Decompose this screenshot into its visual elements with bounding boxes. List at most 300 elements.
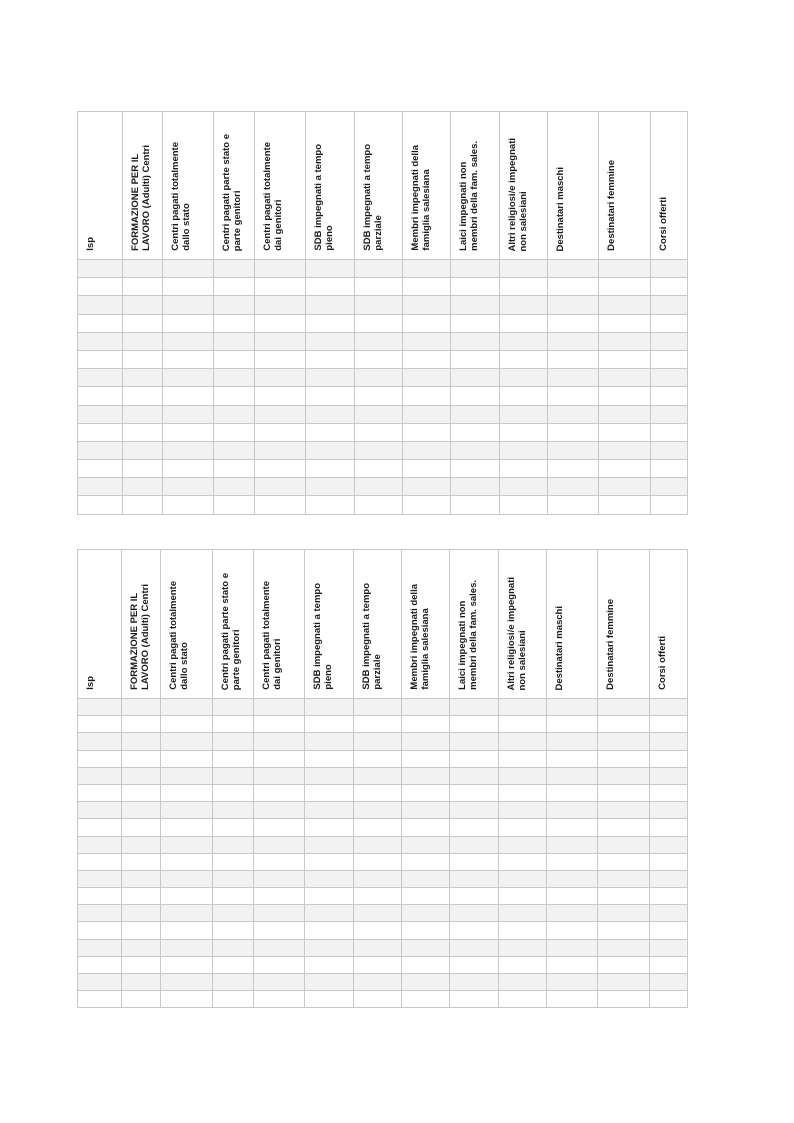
table-cell: [403, 369, 451, 387]
table-row: [78, 784, 688, 801]
table-cell: [451, 332, 500, 350]
table-cell: [650, 699, 688, 716]
table-cell: [500, 441, 548, 459]
table-cell: [402, 836, 450, 853]
table-cell: [499, 836, 547, 853]
table-cell: [354, 750, 402, 767]
table-cell: [547, 750, 598, 767]
table-cell: [255, 423, 306, 441]
table-row: [78, 314, 688, 332]
table-cell: [255, 369, 306, 387]
table-cell: [450, 922, 499, 939]
column-header-label: Isp: [85, 676, 96, 690]
table-cell: [548, 441, 599, 459]
table-cell: [403, 314, 451, 332]
table-cell: [547, 922, 598, 939]
table-cell: [78, 478, 123, 496]
table-cell: [78, 332, 123, 350]
column-header-label: Membri impegnati della famiglia salesiana: [409, 584, 431, 690]
table-cell: [598, 784, 650, 801]
table-cell: [450, 939, 499, 956]
table-cell: [78, 750, 122, 767]
table-cell: [254, 974, 305, 991]
table-cell: [163, 369, 214, 387]
table-cell: [254, 888, 305, 905]
table-cell: [213, 750, 254, 767]
table-cell: [354, 939, 402, 956]
column-header: [403, 112, 451, 260]
table-cell: [161, 784, 213, 801]
table-cell: [78, 699, 122, 716]
table-cell: [548, 369, 599, 387]
table-cell: [305, 802, 354, 819]
table-cell: [122, 870, 161, 887]
table-cell: [214, 478, 255, 496]
column-header: [500, 112, 548, 260]
table-cell: [354, 991, 402, 1008]
table-cell: [651, 441, 688, 459]
table-cell: [305, 870, 354, 887]
table-cell: [500, 314, 548, 332]
table-cell: [548, 350, 599, 368]
table-cell: [255, 405, 306, 423]
table-cell: [78, 496, 123, 514]
table-cell: [306, 260, 355, 278]
table-cell: [598, 905, 650, 922]
table-cell: [163, 296, 214, 314]
table-cell: [214, 369, 255, 387]
table-cell: [547, 819, 598, 836]
table-cell: [403, 350, 451, 368]
table-cell: [354, 699, 402, 716]
table-cell: [122, 853, 161, 870]
table-cell: [650, 784, 688, 801]
column-header: [214, 112, 255, 260]
table-cell: [163, 314, 214, 332]
table-row: [78, 460, 688, 478]
column-header: [599, 112, 651, 260]
column-header-label: Destinatari femmine: [605, 599, 616, 690]
table-cell: [213, 922, 254, 939]
table-cell: [651, 260, 688, 278]
table-row: [78, 836, 688, 853]
column-header: [651, 112, 688, 260]
column-header: [451, 112, 500, 260]
table-cell: [306, 314, 355, 332]
table-cell: [306, 387, 355, 405]
table-cell: [499, 716, 547, 733]
table-cell: [450, 870, 499, 887]
table-cell: [500, 369, 548, 387]
table-cell: [305, 784, 354, 801]
table-row: [78, 260, 688, 278]
column-header: [305, 550, 354, 699]
table-cell: [213, 991, 254, 1008]
table-cell: [78, 888, 122, 905]
table-cell: [161, 836, 213, 853]
table-cell: [161, 870, 213, 887]
table-cell: [599, 441, 651, 459]
table-cell: [78, 369, 123, 387]
table-cell: [598, 991, 650, 1008]
column-header: [78, 112, 123, 260]
column-header-label: Laici impegnati non membri della fam. sales.: [457, 580, 479, 690]
table-cell: [451, 296, 500, 314]
table-cell: [548, 460, 599, 478]
table-cell: [547, 853, 598, 870]
table-cell: [355, 478, 403, 496]
table-row: [78, 905, 688, 922]
table-cell: [402, 699, 450, 716]
table-cell: [161, 819, 213, 836]
table-cell: [78, 802, 122, 819]
table-cell: [450, 750, 499, 767]
table-row: [78, 387, 688, 405]
table-cell: [306, 496, 355, 514]
header-row: [78, 550, 688, 699]
table-row: [78, 767, 688, 784]
table-cell: [500, 332, 548, 350]
table-cell: [123, 478, 163, 496]
table-cell: [213, 870, 254, 887]
column-header-label: Altri religiosi/e impegnati non salesiani: [507, 137, 529, 251]
table-cell: [548, 296, 599, 314]
table-row: [78, 888, 688, 905]
table-cell: [78, 460, 123, 478]
table-cell: [214, 314, 255, 332]
table-cell: [548, 405, 599, 423]
column-header: [355, 112, 403, 260]
table-cell: [451, 460, 500, 478]
table-cell: [650, 939, 688, 956]
table-cell: [402, 888, 450, 905]
table-cell: [355, 423, 403, 441]
table-cell: [499, 956, 547, 973]
table-cell: [163, 478, 214, 496]
column-header: [123, 112, 163, 260]
table-cell: [122, 939, 161, 956]
table-cell: [213, 767, 254, 784]
table-cell: [403, 332, 451, 350]
table-cell: [354, 733, 402, 750]
table-row: [78, 733, 688, 750]
table-cell: [599, 314, 651, 332]
data-table-2: [77, 549, 688, 1008]
table-cell: [254, 853, 305, 870]
table-cell: [161, 767, 213, 784]
column-header: [213, 550, 254, 699]
table-cell: [499, 991, 547, 1008]
table-cell: [547, 784, 598, 801]
table-cell: [214, 278, 255, 296]
table-cell: [163, 387, 214, 405]
table-cell: [355, 460, 403, 478]
column-header: [254, 550, 305, 699]
table-body: [78, 699, 688, 1008]
table-cell: [305, 956, 354, 973]
table-cell: [78, 870, 122, 887]
table-cell: [650, 750, 688, 767]
table-cell: [598, 922, 650, 939]
table-cell: [354, 767, 402, 784]
table-cell: [599, 405, 651, 423]
table-cell: [598, 699, 650, 716]
table-cell: [355, 496, 403, 514]
table-cell: [123, 369, 163, 387]
table-cell: [213, 905, 254, 922]
table-cell: [78, 423, 123, 441]
table-cell: [123, 296, 163, 314]
table-cell: [354, 956, 402, 973]
table-cell: [354, 905, 402, 922]
table-cell: [651, 369, 688, 387]
table-cell: [163, 405, 214, 423]
column-header-label: Corsi offerti: [658, 197, 669, 251]
table-cell: [161, 750, 213, 767]
table-cell: [163, 460, 214, 478]
table-cell: [651, 387, 688, 405]
table-cell: [213, 699, 254, 716]
table-cell: [547, 699, 598, 716]
table-cell: [403, 296, 451, 314]
table-cell: [598, 836, 650, 853]
table-cell: [254, 802, 305, 819]
table-cell: [599, 369, 651, 387]
table-cell: [355, 296, 403, 314]
table-cell: [402, 956, 450, 973]
table-cell: [306, 369, 355, 387]
table-cell: [254, 956, 305, 973]
table-cell: [213, 819, 254, 836]
table-cell: [451, 441, 500, 459]
table-cell: [499, 853, 547, 870]
table-cell: [255, 496, 306, 514]
table-cell: [355, 369, 403, 387]
table-row: [78, 853, 688, 870]
table-cell: [255, 278, 306, 296]
table-cell: [161, 991, 213, 1008]
table-cell: [78, 278, 123, 296]
table-cell: [451, 496, 500, 514]
table-cell: [306, 405, 355, 423]
table-cell: [123, 314, 163, 332]
table-cell: [255, 332, 306, 350]
table-cell: [305, 699, 354, 716]
table-cell: [598, 939, 650, 956]
table-cell: [254, 716, 305, 733]
table-cell: [650, 974, 688, 991]
column-header-label: Corsi offerti: [657, 636, 668, 690]
table-cell: [450, 733, 499, 750]
table-cell: [78, 260, 123, 278]
table-cell: [651, 405, 688, 423]
table-cell: [78, 405, 123, 423]
table-cell: [254, 819, 305, 836]
table-row: [78, 350, 688, 368]
table-cell: [255, 460, 306, 478]
table-cell: [355, 441, 403, 459]
table-cell: [355, 405, 403, 423]
table-cell: [123, 387, 163, 405]
table-cell: [599, 460, 651, 478]
column-header-label: Destinatari femmine: [606, 160, 617, 251]
table-cell: [254, 922, 305, 939]
table-cell: [651, 496, 688, 514]
table-cell: [500, 423, 548, 441]
table-cell: [598, 853, 650, 870]
table-cell: [122, 974, 161, 991]
table-cell: [499, 922, 547, 939]
table-cell: [651, 296, 688, 314]
table-cell: [122, 991, 161, 1008]
header-row: [78, 112, 688, 260]
table-cell: [213, 939, 254, 956]
table-cell: [451, 369, 500, 387]
column-header-label: Centri pagati parte stato e parte genitori: [221, 133, 243, 251]
table-cell: [161, 956, 213, 973]
column-header-label: Laici impegnati non membri della fam. sales.: [458, 141, 480, 251]
table-cell: [598, 870, 650, 887]
table-cell: [163, 496, 214, 514]
table-row: [78, 369, 688, 387]
table-cell: [402, 819, 450, 836]
table-row: [78, 496, 688, 514]
table-cell: [450, 767, 499, 784]
table-cell: [78, 905, 122, 922]
table-cell: [123, 405, 163, 423]
table-cell: [650, 870, 688, 887]
table-cell: [78, 956, 122, 973]
table-cell: [354, 974, 402, 991]
table-cell: [500, 350, 548, 368]
table-row: [78, 405, 688, 423]
table-cell: [123, 278, 163, 296]
table-cell: [402, 939, 450, 956]
table-cell: [163, 350, 214, 368]
table-cell: [306, 423, 355, 441]
table-cell: [598, 733, 650, 750]
table-cell: [163, 260, 214, 278]
table-cell: [500, 260, 548, 278]
table-cell: [213, 836, 254, 853]
table-cell: [354, 819, 402, 836]
table-cell: [499, 733, 547, 750]
table-cell: [402, 750, 450, 767]
table-cell: [548, 332, 599, 350]
table-cell: [123, 496, 163, 514]
column-header-label: Destinatari maschi: [554, 605, 565, 690]
column-header: [255, 112, 306, 260]
table-cell: [122, 888, 161, 905]
table-row: [78, 750, 688, 767]
table-cell: [499, 974, 547, 991]
column-header: [548, 112, 599, 260]
table-cell: [123, 441, 163, 459]
table-row: [78, 699, 688, 716]
table-cell: [402, 784, 450, 801]
table-cell: [306, 478, 355, 496]
table-cell: [78, 296, 123, 314]
column-header: [499, 550, 547, 699]
table-cell: [354, 853, 402, 870]
table-cell: [78, 784, 122, 801]
table-cell: [650, 905, 688, 922]
table-row: [78, 991, 688, 1008]
table-cell: [499, 888, 547, 905]
table-cell: [161, 922, 213, 939]
column-header-label: SDB impegnati a tempo parziale: [362, 144, 384, 251]
table-cell: [354, 784, 402, 801]
table-cell: [214, 441, 255, 459]
table-cell: [599, 332, 651, 350]
table-cell: [255, 478, 306, 496]
column-header-label: SDB impegnati a tempo pieno: [312, 583, 334, 690]
table-cell: [500, 460, 548, 478]
table-cell: [163, 332, 214, 350]
table-cell: [161, 802, 213, 819]
table-cell: [214, 332, 255, 350]
table-cell: [403, 496, 451, 514]
table-cell: [254, 767, 305, 784]
table-cell: [402, 991, 450, 1008]
table-cell: [598, 974, 650, 991]
column-header-label: Centri pagati totalmente dallo stato: [170, 142, 192, 251]
table-cell: [214, 496, 255, 514]
table-row: [78, 819, 688, 836]
table-cell: [305, 767, 354, 784]
table-cell: [78, 819, 122, 836]
table-cell: [78, 836, 122, 853]
table-cell: [451, 260, 500, 278]
column-header-label: Destinatari maschi: [555, 166, 566, 251]
table-cell: [451, 314, 500, 332]
table-cell: [651, 460, 688, 478]
table-cell: [161, 716, 213, 733]
table-cell: [402, 802, 450, 819]
table-cell: [306, 332, 355, 350]
table-cell: [599, 350, 651, 368]
table-cell: [599, 496, 651, 514]
table-row: [78, 974, 688, 991]
table-cell: [306, 350, 355, 368]
table-cell: [78, 387, 123, 405]
table-cell: [450, 853, 499, 870]
table-cell: [650, 922, 688, 939]
table-cell: [599, 260, 651, 278]
table-cell: [547, 802, 598, 819]
table-cell: [500, 296, 548, 314]
table-cell: [402, 905, 450, 922]
table-cell: [450, 784, 499, 801]
table-cell: [451, 387, 500, 405]
table-cell: [651, 314, 688, 332]
table-cell: [78, 853, 122, 870]
table-cell: [598, 750, 650, 767]
table-row: [78, 296, 688, 314]
table-cell: [78, 922, 122, 939]
table-cell: [213, 716, 254, 733]
table-cell: [547, 974, 598, 991]
table-cell: [450, 905, 499, 922]
table-cell: [78, 767, 122, 784]
table-cell: [451, 405, 500, 423]
table-row: [78, 278, 688, 296]
column-header-label: Altri religiosi/e impegnati non salesiani: [506, 576, 528, 690]
table-cell: [500, 405, 548, 423]
table-row: [78, 423, 688, 441]
table-cell: [499, 784, 547, 801]
table-cell: [161, 974, 213, 991]
